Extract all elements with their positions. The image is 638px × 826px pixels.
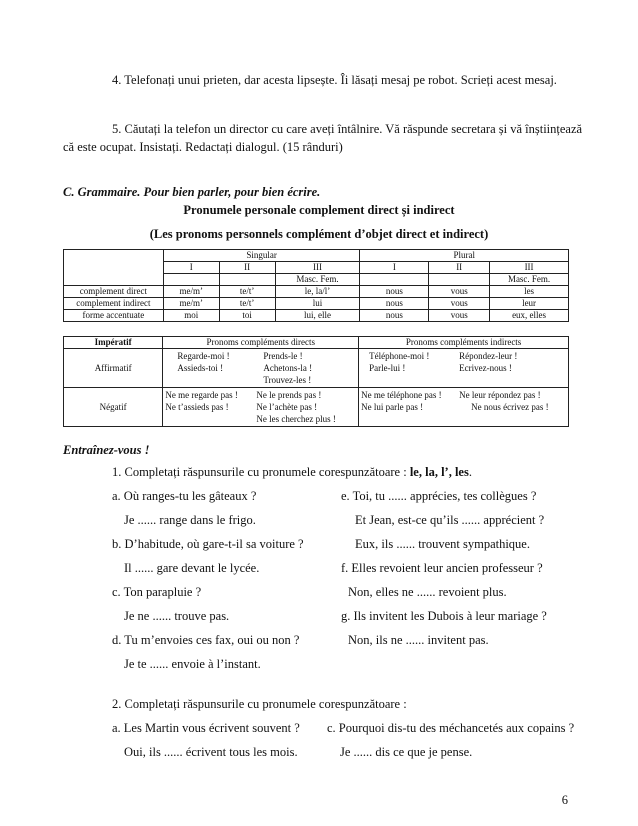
example: Ecrivez-nous !: [459, 363, 512, 373]
question: f. Elles revoient leur ancien professeur ?: [341, 561, 543, 575]
example: Ne me téléphone pas !: [361, 390, 442, 400]
exercise-2-instruction: 2. Completați răspunsurile cu pronumele corespunzătoare :: [112, 697, 407, 711]
header-imperatif: Impératif: [64, 337, 163, 349]
answer: Non, ils ne ...... invitent pas.: [348, 633, 489, 647]
answer: Je ...... range dans le frigo.: [124, 513, 256, 527]
table-cell: lui, elle: [275, 310, 360, 322]
question: c. Pourquoi dis-tu des méchancetés aux copains ?: [327, 721, 575, 735]
row-label: forme accentuate: [64, 310, 164, 322]
exercises-heading: Entraînez-vous !: [63, 443, 150, 457]
table-cell: nous: [360, 286, 429, 298]
table-cell: me/m’: [163, 286, 219, 298]
question: a. Les Martin vous écrivent souvent ?: [112, 721, 300, 735]
pronoun-list: le, la, l’, les: [409, 465, 469, 479]
answer: Je ...... dis ce que je pense.: [340, 745, 473, 759]
exercise-item-5-line1: 5. Căutați la telefon un director cu care aveți întâlnire. Vă răspunde secretara și vă înștiințează: [112, 122, 583, 136]
label-negatif: Négatif: [64, 388, 163, 427]
exercise-1-instruction: [112, 465, 472, 480]
answer: Oui, ils ...... écrivent tous les mois.: [124, 745, 298, 759]
table-row: [64, 298, 569, 310]
example: Téléphone-moi !: [369, 351, 430, 361]
pronoun-table: [63, 249, 569, 322]
section-heading: C. Grammaire. Pour bien parler, pour bien écrire.: [63, 185, 321, 199]
example: Ne l’achète pas !: [256, 402, 318, 412]
table-cell: te/t’: [219, 286, 275, 298]
header-singular: Singular: [163, 250, 360, 262]
blank-cell: [163, 274, 219, 286]
table-cell: leur: [490, 298, 569, 310]
header-person: III: [275, 262, 360, 274]
example: Ne t’assieds pas !: [165, 402, 229, 412]
question: b. D’habitude, où gare-t-il sa voiture ?: [112, 537, 304, 551]
table-cell: eux, elles: [490, 310, 569, 322]
exercise-item-4: 4. Telefonați unui prieten, dar acesta lipsește. Îi lăsați mesaj pe robot. Scrieți acest mesaj.: [112, 73, 557, 87]
table-cell: le, la/l’: [275, 286, 360, 298]
negatif-indirects-cell: [359, 388, 569, 427]
header-masc-fem: Masc. Fem.: [490, 274, 569, 286]
imperative-table: [63, 336, 569, 427]
header-plural: Plural: [360, 250, 569, 262]
blank-cell: [429, 274, 490, 286]
table-cell: vous: [429, 310, 490, 322]
example: Ne me regarde pas !: [165, 390, 238, 400]
table-cell: toi: [219, 310, 275, 322]
header-masc-fem: Masc. Fem.: [275, 274, 360, 286]
example: Ne lui parle pas !: [361, 402, 424, 412]
blank-cell: [360, 274, 429, 286]
example: Répondez-leur !: [459, 351, 518, 361]
affirmatif-indirects-cell: [359, 349, 569, 388]
table-cell: me/m’: [163, 298, 219, 310]
table-cell: lui: [275, 298, 360, 310]
section-title-ro: Pronumele personale complement direct și indirect: [183, 203, 455, 217]
blank-cell: [219, 274, 275, 286]
answer: Eux, ils ...... trouvent sympathique.: [355, 537, 530, 551]
table-cell: nous: [360, 310, 429, 322]
row-label: complement indirect: [64, 298, 164, 310]
instruction-text: 1. Completați răspunsurile cu pronumele corespunzătoare :: [112, 465, 410, 479]
question: g. Ils invitent les Dubois à leur mariage ?: [341, 609, 547, 623]
section-title-fr: (Les pronoms personnels complément d’objet direct et indirect): [149, 227, 489, 241]
header-person: III: [490, 262, 569, 274]
row-label: complement direct: [64, 286, 164, 298]
answer: Et Jean, est-ce qu’ils ...... apprécient ?: [355, 513, 545, 527]
example: Ne les cherchez plus !: [256, 414, 336, 424]
table-cell: te/t’: [219, 298, 275, 310]
question: a. Où ranges-tu les gâteaux ?: [112, 489, 257, 503]
table-cell: nous: [360, 298, 429, 310]
label-affirmatif: Affirmatif: [64, 349, 163, 388]
header-indirects: Pronoms compléments indirects: [359, 337, 569, 349]
affirmatif-directs-cell: [163, 349, 359, 388]
example: Ne le prends pas !: [256, 390, 322, 400]
question: e. Toi, tu ...... apprécies, tes collègues ?: [341, 489, 537, 503]
instruction-end: .: [468, 465, 472, 479]
example: Parle-lui !: [369, 363, 406, 373]
answer: Je te ...... envoie à l’instant.: [124, 657, 261, 671]
table-cell: vous: [429, 298, 490, 310]
header-person: I: [163, 262, 219, 274]
example: Trouvez-les !: [263, 375, 312, 385]
example: Assieds-toi !: [177, 363, 224, 373]
example: Achetons-la !: [263, 363, 313, 373]
header-person: II: [219, 262, 275, 274]
question: d. Tu m’envoies ces fax, oui ou non ?: [112, 633, 300, 647]
answer: Non, elles ne ...... revoient plus.: [348, 585, 507, 599]
example: Regarde-moi !: [177, 351, 230, 361]
header-person: II: [429, 262, 490, 274]
table-row: [64, 310, 569, 322]
exercise-item-5-line2: că este ocupat. Insistați. Redactați dialogul. (15 rânduri): [63, 140, 343, 154]
table-cell: les: [490, 286, 569, 298]
header-person: I: [360, 262, 429, 274]
example: Ne leur répondez pas !: [459, 390, 541, 400]
example: Prends-le !: [263, 351, 303, 361]
table-corner-cell: [64, 250, 164, 286]
page-number: 6: [561, 793, 568, 807]
answer: Je ne ...... trouve pas.: [124, 609, 230, 623]
example: Ne nous écrivez pas !: [471, 402, 549, 412]
table-row: [64, 286, 569, 298]
answer: Il ...... gare devant le lycée.: [124, 561, 260, 575]
question: c. Ton parapluie ?: [112, 585, 202, 599]
table-cell: vous: [429, 286, 490, 298]
table-cell: moi: [163, 310, 219, 322]
negatif-directs-cell: [163, 388, 359, 427]
header-directs: Pronoms compléments directs: [163, 337, 359, 349]
